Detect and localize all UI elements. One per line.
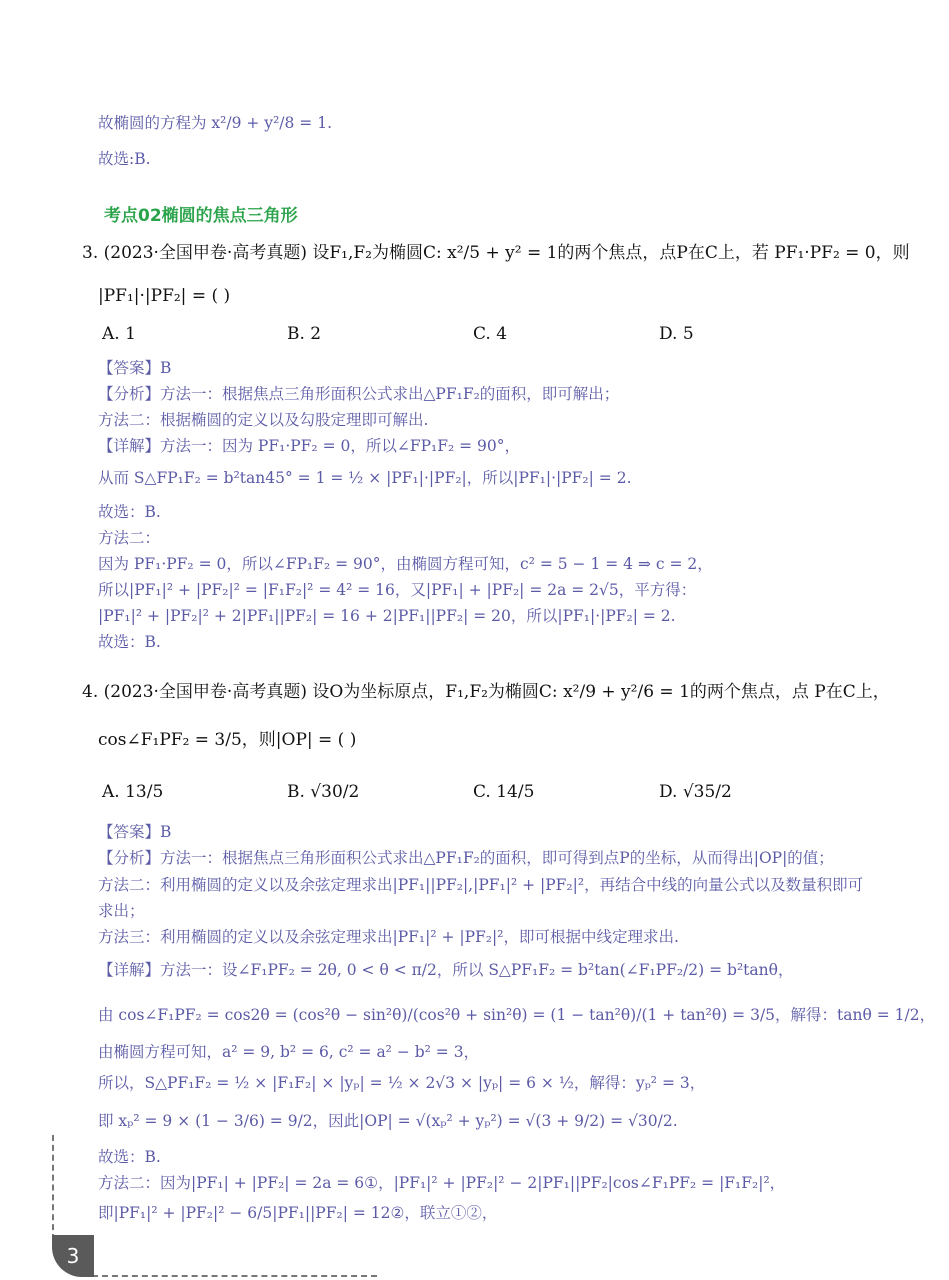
q4-analysis-2: 方法二：利用椭圆的定义以及余弦定理求出|PF₁||PF₂|,|PF₁|² + |PF₂|²，再结合中线的向量公式以及数量积即可 — [98, 876, 864, 894]
page-number: 3 — [66, 1244, 80, 1268]
q4-detail-3: 由椭圆方程可知，a² = 9, b² = 6, c² = a² − b² = 3， — [98, 1043, 480, 1061]
q4-option-c: C. 14/5 — [473, 782, 535, 802]
q3-detail-4: 方法二： — [98, 529, 161, 547]
q4-analysis-4: 方法三：利用椭圆的定义以及余弦定理求出|PF₁|² + |PF₂|²，即可根据中线定理求出. — [98, 928, 679, 946]
q4-detail-2: 由 cos∠F₁PF₂ = cos2θ = (cos²θ − sin²θ)/(cos²θ + sin²θ) = (1 − tan²θ)/(1 + tan²θ) = 3/5，解得：tanθ = 1/2， — [98, 1006, 936, 1024]
q3-stem-line1: 3. (2023·全国甲卷·高考真题) 设F₁,F₂为椭圆C: x²/5 + y² = 1的两个焦点，点P在C上，若 PF₁·PF₂ = 0，则 — [82, 243, 910, 263]
q3-detail-8: 故选：B. — [98, 633, 161, 651]
q4-analysis-3: 求出； — [98, 902, 145, 920]
q4-detail-7: 方法二：因为|PF₁| + |PF₂| = 2a = 6①，|PF₁|² + |PF₂|² − 2|PF₁||PF₂|cos∠F₁PF₂ = |F₁F₂|²， — [98, 1174, 786, 1192]
q3-detail-5: 因为 PF₁·PF₂ = 0，所以∠FP₁F₂ = 90°，由椭圆方程可知，c² = 5 − 1 = 4 ⇒ c = 2， — [98, 555, 713, 573]
q4-stem-line2: cos∠F₁PF₂ = 3/5，则|OP| = ( ) — [98, 730, 357, 750]
q3-detail-7: |PF₁|² + |PF₂|² + 2|PF₁||PF₂| = 16 + 2|PF₁||PF₂| = 20，所以|PF₁|·|PF₂| = 2. — [98, 607, 676, 625]
margin-dashed-line-horizontal — [92, 1275, 377, 1277]
q3-option-c: C. 4 — [473, 324, 508, 344]
q4-detail-8: 即|PF₁|² + |PF₂|² − 6/5|PF₁||PF₂| = 12②，联立①②， — [98, 1204, 498, 1222]
top-equation-text: 故椭圆的方程为 x²/9 + y²/8 = 1. — [98, 114, 332, 132]
section-title: 考点02椭圆的焦点三角形 — [104, 206, 298, 226]
q4-option-d: D. √35/2 — [659, 782, 732, 802]
q3-option-d: D. 5 — [659, 324, 694, 344]
q3-stem-line2: |PF₁|·|PF₂| = ( ) — [98, 286, 231, 306]
top-equation-line — [98, 116, 332, 132]
q4-analysis-1: 【分析】方法一：根据焦点三角形面积公式求出△PF₁F₂的面积，即可得到点P的坐标，从而得出|OP|的值； — [98, 849, 834, 867]
q4-stem-line1: 4. (2023·全国甲卷·高考真题) 设O为坐标原点，F₁,F₂为椭圆C: x²/9 + y²/6 = 1的两个焦点，点 P在C上， — [82, 682, 890, 702]
margin-dashed-line-vertical — [52, 1135, 54, 1240]
q3-detail-3: 故选：B. — [98, 503, 161, 521]
q3-analysis-2: 方法二：根据椭圆的定义以及勾股定理即可解出. — [98, 411, 429, 429]
top-choice-line: 故选:B. — [98, 150, 151, 168]
q4-answer: 【答案】B — [98, 823, 172, 841]
q3-detail-2: 从而 S△FP₁F₂ = b²tan45° = 1 = ½ × |PF₁|·|PF₂|，所以|PF₁|·|PF₂| = 2. — [98, 469, 632, 487]
q3-detail-6: 所以|PF₁|² + |PF₂|² = |F₁F₂|² = 4² = 16，又|PF₁| + |PF₂| = 2a = 2√5，平方得： — [98, 581, 697, 599]
q3-option-b: B. 2 — [287, 324, 322, 344]
q4-detail-1: 【详解】方法一：设∠F₁PF₂ = 2θ, 0 < θ < π/2，所以 S△PF₁F₂ = b²tan(∠F₁PF₂/2) = b²tanθ， — [98, 961, 794, 979]
page-number-tab — [52, 1235, 94, 1277]
q4-detail-6: 故选：B. — [98, 1148, 161, 1166]
q3-answer: 【答案】B — [98, 359, 172, 377]
q3-detail-1: 【详解】方法一：因为 PF₁·PF₂ = 0，所以∠FP₁F₂ = 90°， — [98, 437, 521, 455]
q4-detail-5: 即 xₚ² = 9 × (1 − 3/6) = 9/2，因此|OP| = √(xₚ² + yₚ²) = √(3 + 9/2) = √30/2. — [98, 1112, 678, 1130]
q4-option-b: B. √30/2 — [287, 782, 360, 802]
q4-detail-4: 所以，S△PF₁F₂ = ½ × |F₁F₂| × |yₚ| = ½ × 2√3 × |yₚ| = 6 × ½，解得：yₚ² = 3， — [98, 1074, 706, 1092]
q3-analysis-1: 【分析】方法一：根据焦点三角形面积公式求出△PF₁F₂的面积，即可解出； — [98, 385, 620, 403]
q4-option-a: A. 13/5 — [102, 782, 164, 802]
q3-option-a: A. 1 — [102, 324, 136, 344]
